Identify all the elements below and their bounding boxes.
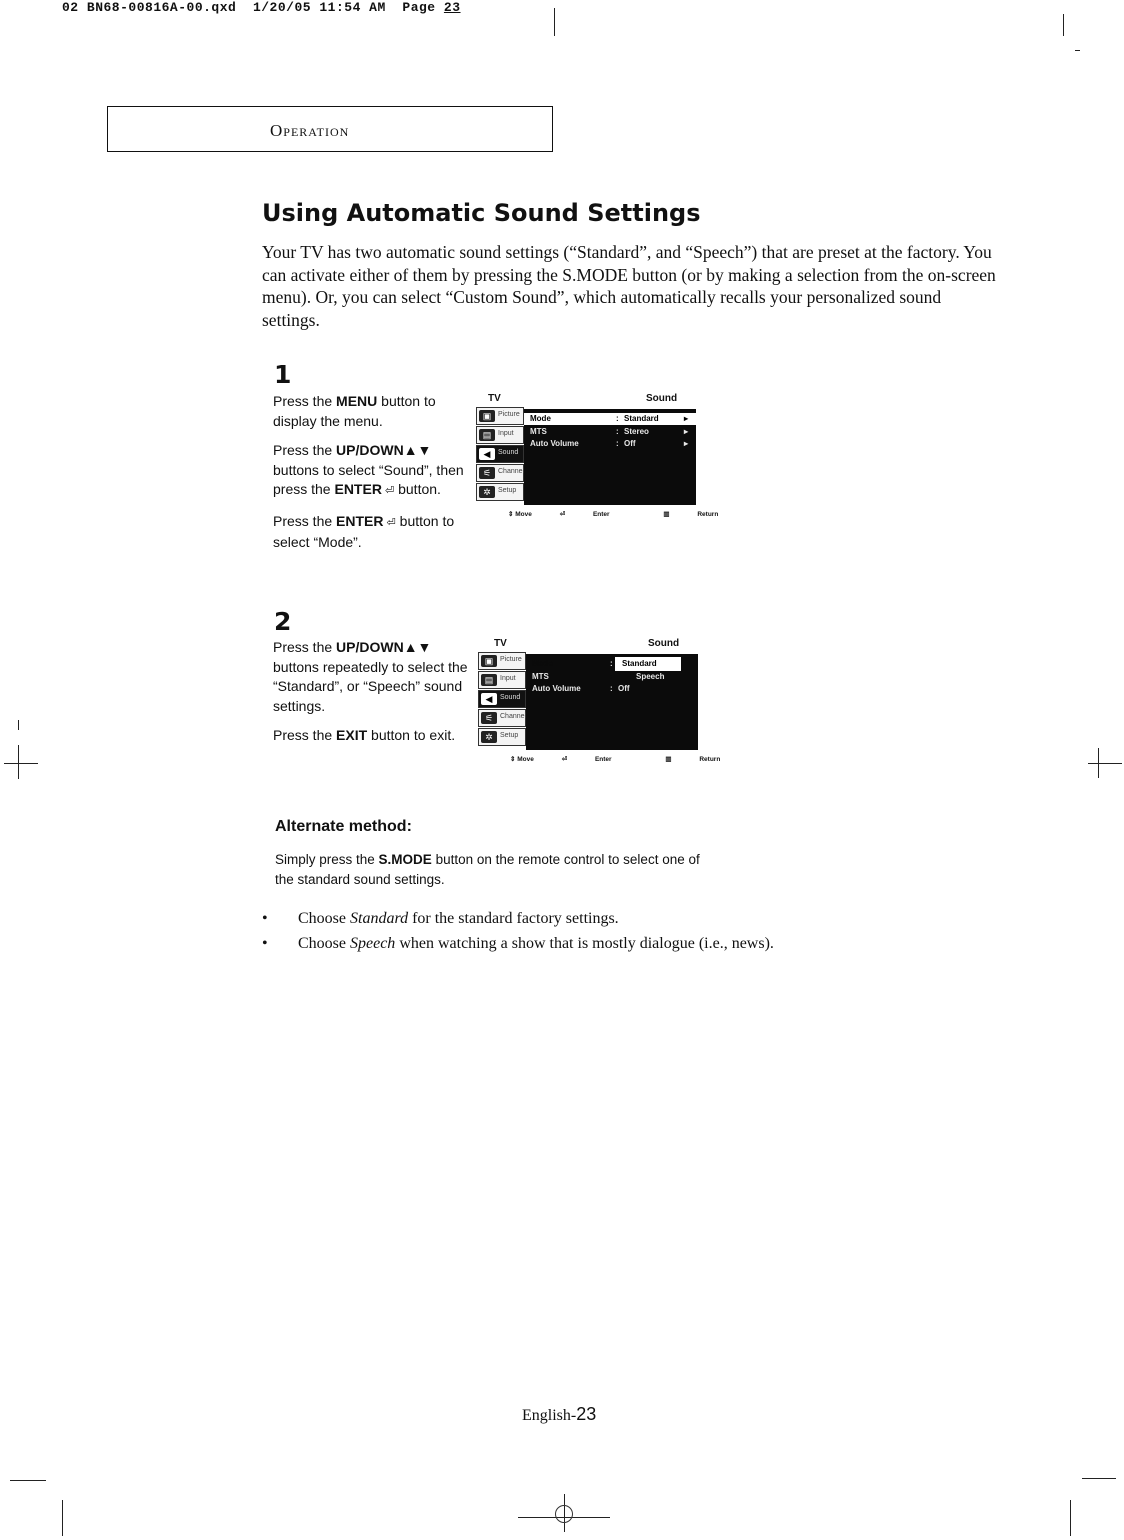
- page-number: 23: [576, 1404, 597, 1424]
- enter-button-ref: ENTER: [336, 512, 384, 529]
- slug-date: 1/20/05: [252, 0, 312, 15]
- osd-screenshot-1: [474, 393, 719, 521]
- osd-arrow-icon: ▸: [684, 414, 689, 423]
- antenna-icon: ⚟: [481, 712, 497, 724]
- osd-tab-picture: ▣ Picture: [476, 407, 524, 425]
- updown-button-ref: UP/DOWN▲▼: [336, 639, 432, 655]
- enter-icon: ⏎: [561, 756, 569, 763]
- step-number: 1: [274, 360, 292, 389]
- step-instructions: [273, 638, 468, 746]
- slug-page-label: Page: [402, 0, 436, 15]
- crop-mark: [1082, 1478, 1116, 1479]
- speaker-icon: ◀: [481, 693, 497, 705]
- smode-button-ref: S.MODE: [378, 852, 432, 867]
- slug-page-number: 23: [443, 0, 461, 15]
- osd-menu-screen: [526, 654, 698, 750]
- crop-mark: [18, 745, 19, 779]
- list-item: • Choose Standard for the standard factory settings.: [262, 910, 619, 927]
- slug-file: 02 BN68-00816A-00.qxd: [62, 0, 237, 15]
- step-number: 2: [274, 607, 292, 636]
- osd-row-auto-volume: Auto Volume : Off ▸: [530, 439, 689, 448]
- enter-button-ref: ENTER: [334, 481, 382, 497]
- osd-tab-strip: [478, 652, 528, 752]
- setup-icon: ✲: [481, 731, 497, 743]
- crop-mark: [1075, 50, 1080, 51]
- osd-footer-return: ▥ Return: [663, 511, 719, 518]
- exit-button-ref: EXIT: [336, 727, 368, 743]
- section-label: Operation: [270, 121, 350, 140]
- osd-row-mode: Mode : Standard: [526, 658, 698, 670]
- step-paragraph: Press the UP/DOWN▲▼ buttons to select “Sound”, then press the ENTER ⏎ button.: [273, 442, 464, 497]
- step-paragraph: Press the UP/DOWN▲▼ buttons repeatedly to select the “Standard”, or “Speech” sound settings.: [273, 639, 468, 714]
- osd-screenshot-2: [476, 638, 721, 766]
- osd-row-mts: MTS : Stereo ▸: [530, 427, 689, 436]
- crop-mark: [62, 1500, 63, 1536]
- crop-mark: [10, 1480, 46, 1481]
- osd-tab-channel: ⚟ Channel: [476, 464, 524, 482]
- enter-icon: ⏎: [559, 511, 567, 518]
- crop-mark: [1063, 14, 1064, 36]
- bullet-icon: •: [262, 935, 268, 952]
- crop-mark: [18, 720, 19, 730]
- osd-tv-label: TV: [494, 638, 507, 649]
- crop-mark: [1098, 748, 1099, 778]
- step-paragraph: Press the EXIT button to exit.: [273, 727, 456, 743]
- return-icon: ▥: [663, 511, 672, 518]
- alternate-method-heading: Alternate method:: [275, 818, 412, 835]
- osd-tab-picture: ▣ Picture: [478, 652, 526, 670]
- osd-footer-return: ▥ Return: [665, 756, 721, 763]
- footer-language: English-: [522, 1407, 577, 1424]
- crop-mark: [1070, 1500, 1071, 1536]
- antenna-icon: ⚟: [479, 467, 495, 479]
- osd-footer-enter: ⏎ Enter: [559, 511, 610, 518]
- osd-tab-sound: ◀ Sound: [478, 690, 526, 708]
- alternate-method-text: Simply press the S.MODE button on the remote control to select one of the standard sound settings.: [275, 852, 700, 887]
- enter-icon: ⏎: [383, 516, 396, 529]
- osd-sound-label: Sound: [646, 393, 678, 404]
- osd-tab-sound: ◀ Sound: [476, 445, 524, 463]
- menu-button-ref: MENU: [336, 393, 378, 409]
- osd-arrow-icon: ▸: [684, 439, 689, 448]
- step-instructions: [273, 392, 468, 553]
- input-icon: ▤: [479, 429, 495, 441]
- osd-tab-setup: ✲ Setup: [476, 483, 524, 501]
- intro-paragraph: Your TV has two automatic sound settings (“Standard”, and “Speech”) that are preset at the factory. You can activate either of them by pressing the S.MODE button (or by making a selection from the on-screen menu). Or, you can select “Custom Sound”, which automatically recalls your personalized sound settings.: [262, 242, 996, 330]
- step-paragraph: Press the MENU button to display the menu.: [273, 393, 436, 429]
- speaker-icon: ◀: [479, 448, 495, 460]
- crop-mark: [1088, 763, 1122, 764]
- list-item: • Choose Speech when watching a show that is mostly dialogue (i.e., news).: [262, 935, 774, 952]
- osd-tab-channel: ⚟ Channel: [478, 709, 526, 727]
- osd-option-speech: Speech: [636, 672, 665, 681]
- return-icon: ▥: [665, 756, 674, 763]
- picture-icon: ▣: [479, 410, 495, 422]
- enter-icon: ⏎: [381, 485, 395, 497]
- crop-mark: [4, 763, 38, 764]
- bullet-icon: •: [262, 910, 268, 927]
- crop-mark: [554, 8, 555, 36]
- osd-row-auto-volume: Auto Volume : Off: [532, 684, 630, 693]
- osd-tab-input: ▤ Input: [478, 671, 526, 689]
- osd-option-standard: Standard: [616, 658, 680, 670]
- osd-sound-label: Sound: [648, 638, 680, 649]
- registration-circle: [555, 1505, 573, 1523]
- osd-footer-move: ⇕ Move: [508, 511, 532, 518]
- osd-tab-setup: ✲ Setup: [478, 728, 526, 746]
- picture-icon: ▣: [481, 655, 497, 667]
- step-paragraph: Press the ENTER ⏎ button to select “Mode”.: [273, 512, 455, 550]
- setup-icon: ✲: [479, 486, 495, 498]
- slug-time: 11:54 AM: [319, 0, 386, 15]
- osd-arrow-icon: ▸: [684, 427, 689, 436]
- osd-menu-screen: [524, 409, 696, 505]
- updown-button-ref: UP/DOWN▲▼: [336, 442, 432, 458]
- osd-footer: [508, 510, 770, 518]
- osd-row-mode: Mode : Standard ▸: [524, 413, 696, 425]
- osd-footer-move: ⇕ Move: [510, 756, 534, 763]
- osd-tab-input: ▤ Input: [476, 426, 524, 444]
- page-footer: [522, 1404, 596, 1425]
- osd-row-mts: MTS : Speech: [532, 672, 665, 681]
- osd-tab-strip: [476, 407, 526, 507]
- osd-footer: [510, 755, 772, 763]
- input-icon: ▤: [481, 674, 497, 686]
- print-slug: [62, 0, 461, 15]
- osd-tv-label: TV: [488, 393, 501, 404]
- osd-footer-enter: ⏎ Enter: [561, 756, 612, 763]
- page-title: Using Automatic Sound Settings: [262, 199, 701, 227]
